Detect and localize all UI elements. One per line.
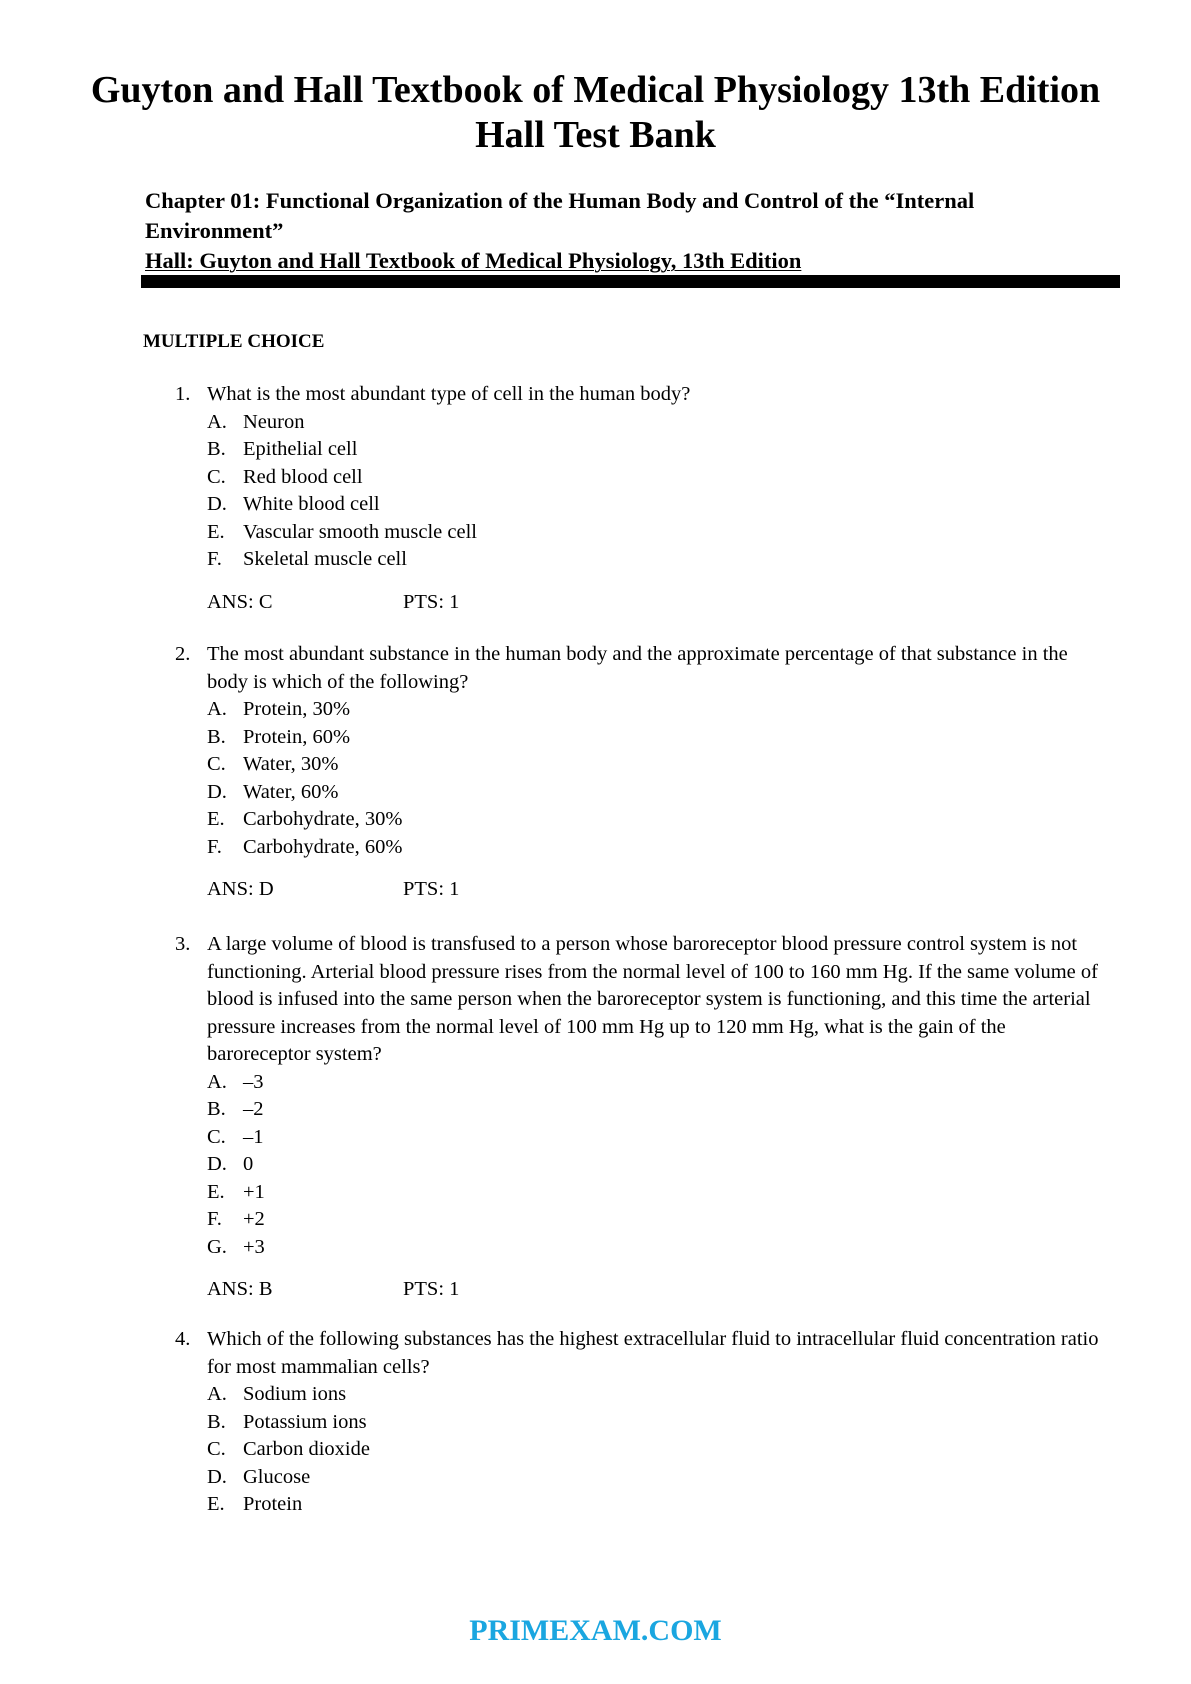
question-2 <box>175 641 1110 904</box>
option-letter: B. <box>207 438 226 460</box>
points: PTS: 1 <box>403 878 460 900</box>
question-stem: The most abundant substance in the human body and the approximate percentage of that substance in the body is which of the following? <box>207 643 1068 693</box>
answer-line <box>207 1276 1110 1304</box>
option-letter: D. <box>207 1465 227 1488</box>
option-a <box>207 1069 1110 1097</box>
option-letter: F. <box>207 1208 222 1230</box>
option-text: Protein, 30% <box>243 698 351 720</box>
option-text: +1 <box>243 1180 265 1203</box>
option-f <box>207 834 1110 862</box>
option-b <box>207 724 1110 752</box>
points: PTS: 1 <box>403 1278 460 1300</box>
answer-key: ANS: B <box>207 1278 273 1300</box>
option-b <box>207 1409 1110 1437</box>
question-stem: Which of the following substances has the highest extracellular fluid to intracellular fluid concentration ratio for most mammalian cells? <box>207 1328 1099 1378</box>
option-text: Carbohydrate, 30% <box>243 808 403 830</box>
option-letter: D. <box>207 1153 227 1175</box>
option-text: –3 <box>243 1070 264 1093</box>
option-c <box>207 1124 1110 1152</box>
watermark-link[interactable]: PRIMEXAM.COM <box>469 1614 722 1647</box>
option-e <box>207 1491 1110 1519</box>
option-letter: F. <box>207 548 222 570</box>
option-letter: B. <box>207 725 226 748</box>
option-letter: B. <box>207 1098 226 1120</box>
option-text: Sodium ions <box>243 1383 347 1405</box>
option-b <box>207 1096 1110 1124</box>
option-letter: C. <box>207 1125 226 1148</box>
points: PTS: 1 <box>403 590 460 613</box>
option-text: Protein <box>243 1493 303 1515</box>
option-text: +3 <box>243 1235 265 1258</box>
option-letter: C. <box>207 465 226 488</box>
option-f <box>207 546 1110 574</box>
option-a <box>207 696 1110 724</box>
chapter-heading <box>145 186 1125 276</box>
document-title <box>0 68 1191 158</box>
option-letter: G. <box>207 1235 227 1258</box>
question-number: 3. <box>175 933 191 955</box>
option-text: Water, 60% <box>243 780 339 803</box>
option-letter: A. <box>207 698 227 720</box>
option-text: Carbohydrate, 60% <box>243 835 403 858</box>
option-letter: E. <box>207 520 225 543</box>
title-line-2: Hall Test Bank <box>475 114 716 156</box>
question-number: 1. <box>175 383 191 405</box>
option-text: Red blood cell <box>243 465 363 488</box>
heading-divider <box>141 275 1120 288</box>
option-c <box>207 464 1110 492</box>
option-letter: D. <box>207 780 227 803</box>
section-title: MULTIPLE CHOICE <box>143 331 325 352</box>
option-letter: A. <box>207 1383 227 1405</box>
option-a <box>207 1381 1110 1409</box>
option-letter: B. <box>207 1410 226 1433</box>
option-g <box>207 1234 1110 1262</box>
question-4 <box>175 1326 1110 1519</box>
option-letter: A. <box>207 410 227 433</box>
option-text: –2 <box>243 1098 264 1120</box>
option-text: –1 <box>243 1125 264 1148</box>
option-letter: F. <box>207 835 222 858</box>
question-number: 4. <box>175 1328 191 1350</box>
option-letter: C. <box>207 753 226 775</box>
option-d <box>207 491 1110 519</box>
option-letter: C. <box>207 1438 226 1460</box>
option-c <box>207 751 1110 779</box>
option-text: Protein, 60% <box>243 725 351 748</box>
option-text: 0 <box>243 1153 254 1175</box>
option-d <box>207 779 1110 807</box>
option-text: Vascular smooth muscle cell <box>243 520 477 543</box>
option-d <box>207 1151 1110 1179</box>
answer-line <box>207 589 1110 617</box>
option-text: Carbon dioxide <box>243 1438 370 1460</box>
title-line-1: Guyton and Hall Textbook of Medical Physiology 13th Edition <box>90 69 1101 111</box>
answer-key: ANS: C <box>207 590 273 613</box>
chapter-line-2: Environment” <box>145 218 284 243</box>
option-f <box>207 1206 1110 1234</box>
option-a <box>207 409 1110 437</box>
option-text: Potassium ions <box>243 1410 367 1433</box>
option-letter: E. <box>207 1493 225 1515</box>
question-stem: A large volume of blood is transfused to a person whose baroreceptor blood pressure control system is not functioning. Arterial blood pressure rises from the normal level of 100 to 160 mm Hg. If the same volume of blood is infused into the same person when the baroreceptor system is functioning, and this time the arterial pressure increases from the normal level of 100 mm Hg up to 120 mm Hg, what is the gain of the baroreceptor system? <box>207 933 1098 1065</box>
option-letter: A. <box>207 1070 227 1093</box>
question-stem: What is the most abundant type of cell in the human body? <box>207 383 691 405</box>
option-text: Water, 30% <box>243 753 339 775</box>
option-text: Glucose <box>243 1465 311 1488</box>
answer-key: ANS: D <box>207 878 274 900</box>
option-text: Skeletal muscle cell <box>243 548 407 570</box>
option-d <box>207 1464 1110 1492</box>
question-1 <box>175 381 1110 616</box>
option-text: +2 <box>243 1208 265 1230</box>
chapter-line-1: Chapter 01: Functional Organization of the Human Body and Control of the “Internal <box>145 188 975 213</box>
option-text: Epithelial cell <box>243 438 358 460</box>
option-letter: D. <box>207 493 227 515</box>
option-b <box>207 436 1110 464</box>
question-3 <box>175 931 1110 1304</box>
option-letter: E. <box>207 808 225 830</box>
answer-line <box>207 876 1110 904</box>
option-text: White blood cell <box>243 493 380 515</box>
option-letter: E. <box>207 1180 225 1203</box>
question-number: 2. <box>175 643 191 665</box>
option-e <box>207 519 1110 547</box>
option-text: Neuron <box>243 410 305 433</box>
book-reference: Hall: Guyton and Hall Textbook of Medical Physiology, 13th Edition <box>145 248 802 273</box>
option-e <box>207 1179 1110 1207</box>
option-e <box>207 806 1110 834</box>
option-c <box>207 1436 1110 1464</box>
